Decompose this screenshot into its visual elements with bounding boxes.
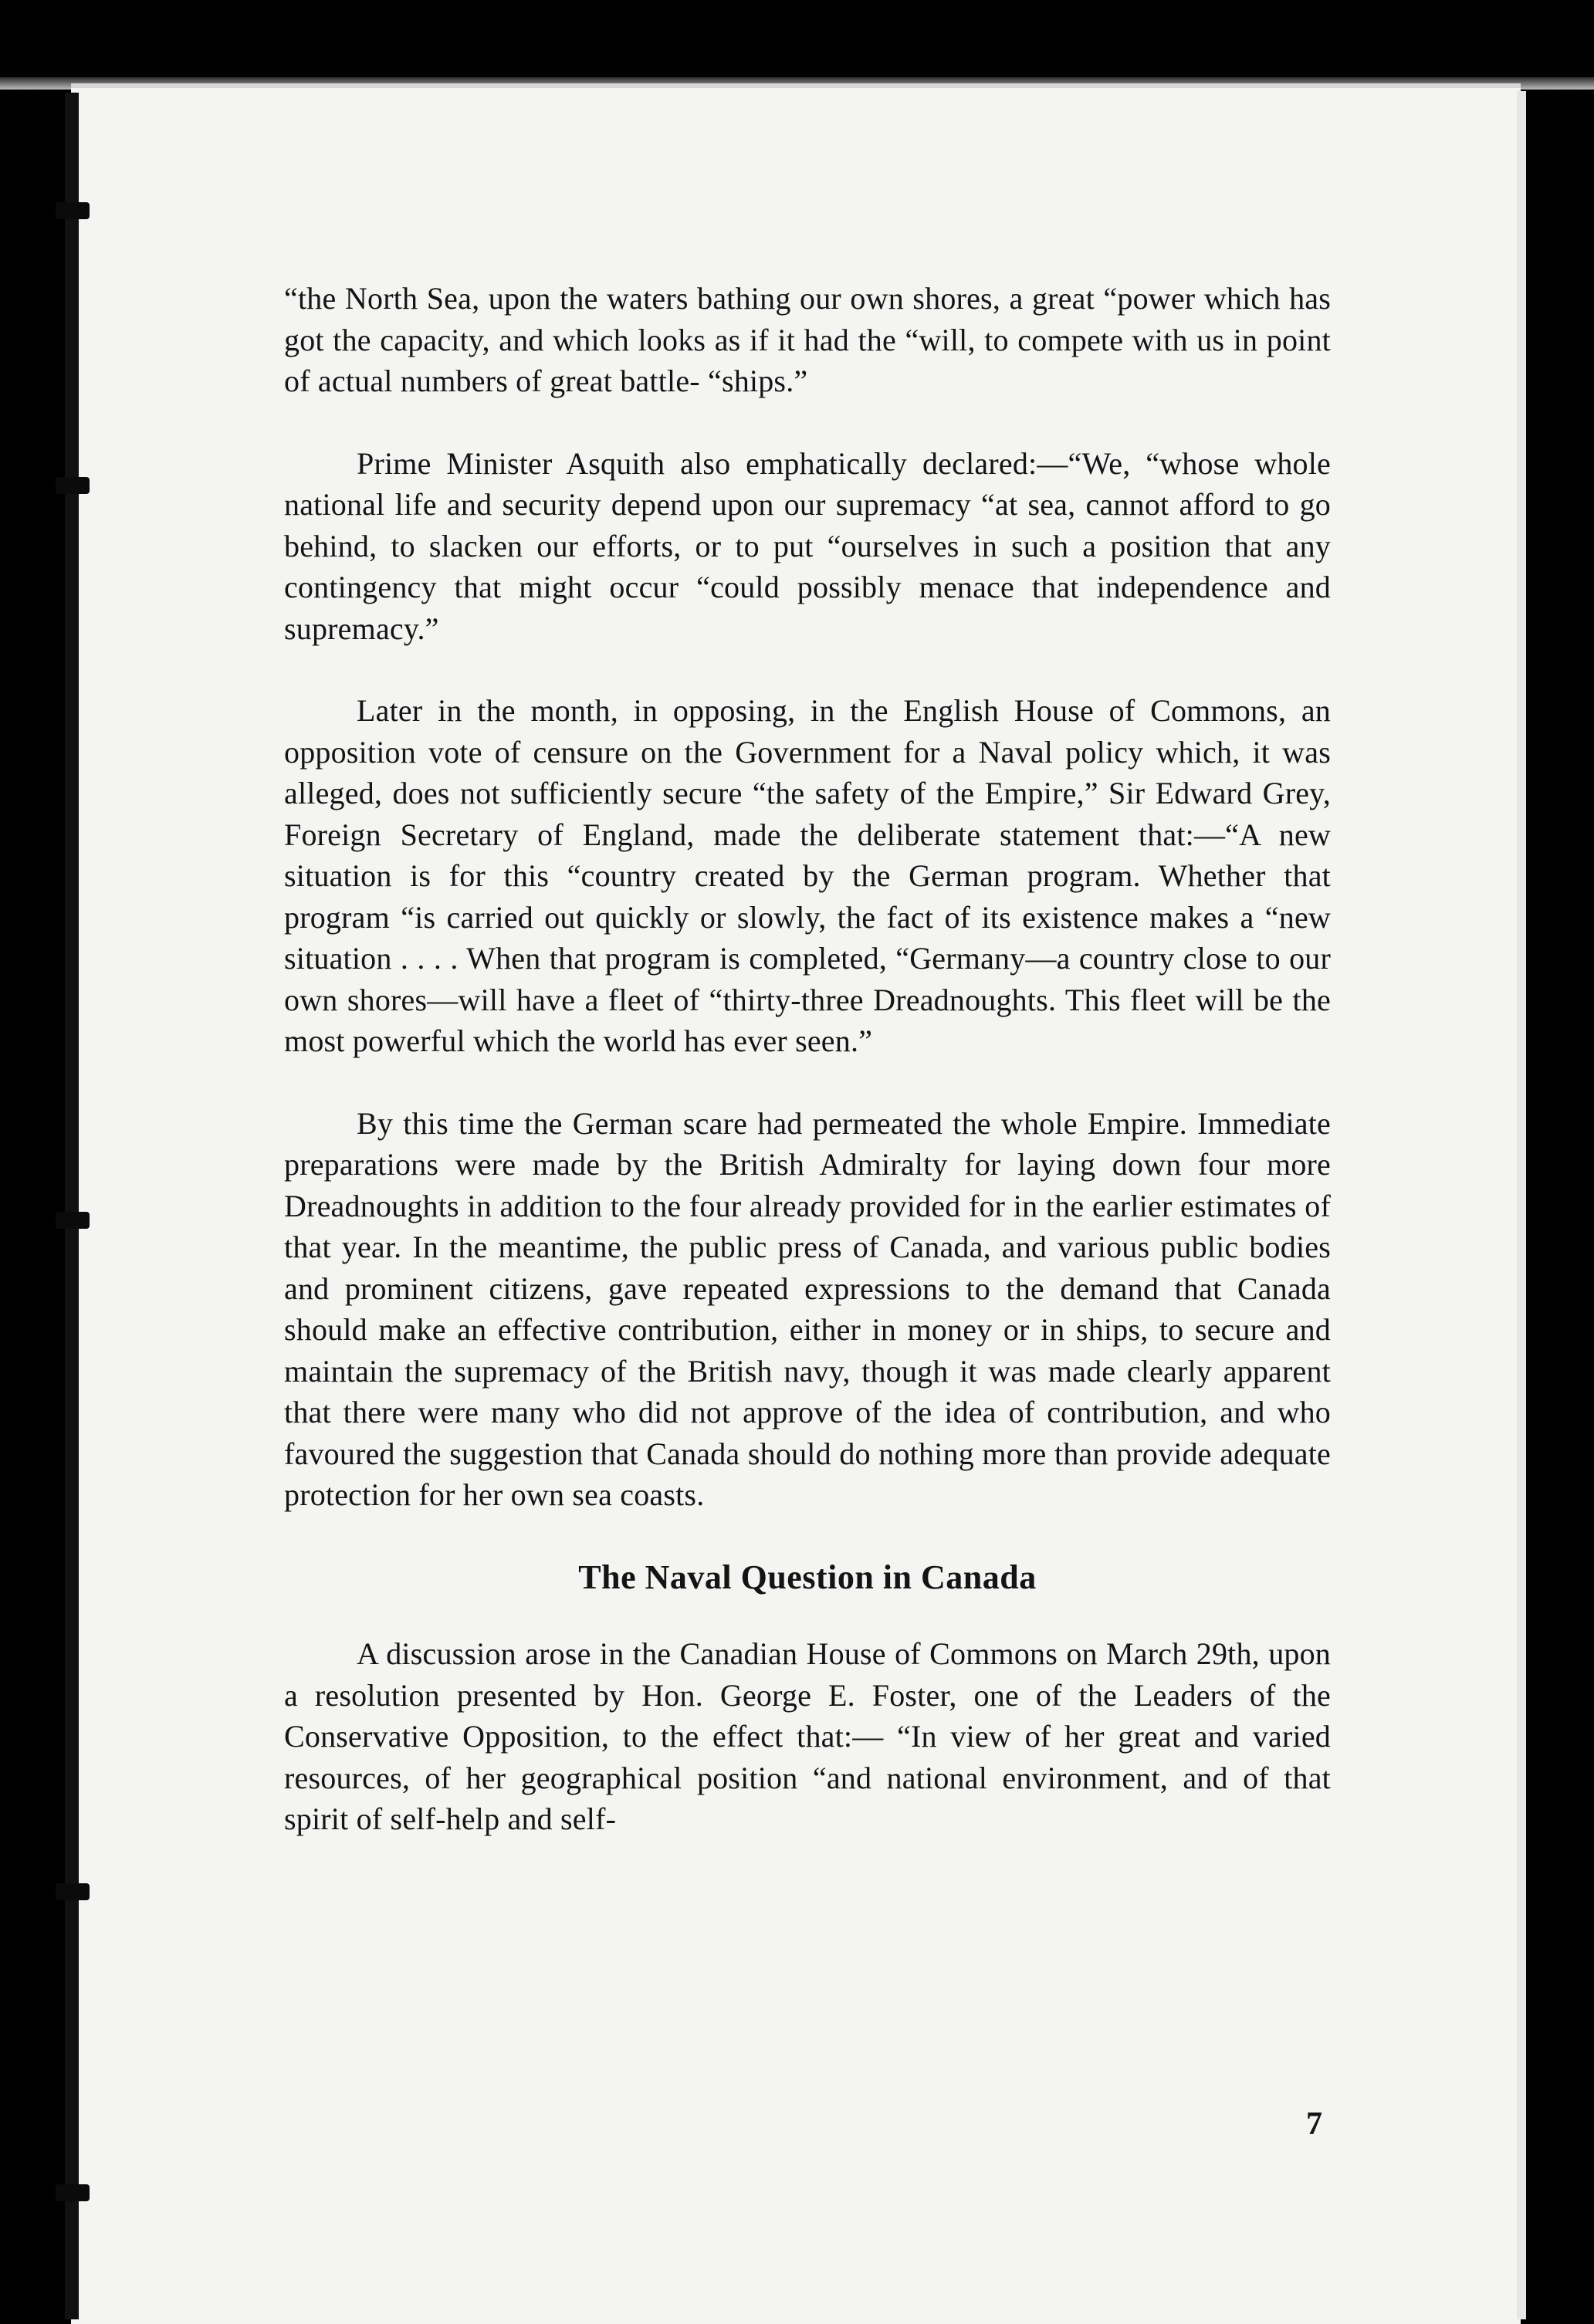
binding-stitch bbox=[56, 1212, 90, 1229]
page-number: 7 bbox=[1306, 2106, 1322, 2142]
binding-stitch bbox=[56, 477, 90, 494]
paragraph-asquith: Prime Minister Asquith also emphatically declared:—“We, “whose whole national life and security depend upon our supremacy “at sea, cannot afford to go behind, to slacken our efforts, or to put “ourselves in such a position that any contingency that might occur “could possibly menace that independence and supremacy.” bbox=[284, 445, 1331, 646]
binding-stitch bbox=[56, 1883, 90, 1900]
paragraph-canadian-discussion: A discussion arose in the Canadian House of Commons on March 29th, upon a resolution presented by Hon. George E. Foster, one of the Leaders of the Conservative Opposition, to the effect that:— “In view of her great and varied resources, of her geographical position “and national environment, and of that spirit of self-help and self- bbox=[284, 1636, 1331, 1836]
page-edge bbox=[1517, 91, 1526, 2319]
paragraph-quote-continuation: “the North Sea, upon the waters bathing our own shores, a great “power which has got the capacity, and which looks as if it had the “will, to compete with us in point of actual numbers of great battle- “ships.” bbox=[284, 281, 1331, 398]
binding-stitch bbox=[56, 2184, 90, 2201]
paragraph-grey: Later in the month, in opposing, in the English House of Commons, an opposition vote of censure on the Government for a Naval policy which, it was alleged, does not sufficiently secure “the safety of the Empire,” Sir Edward Grey, Foreign Secretary of England, made the deliberate statement that:—“A new situation is for this “country created by the German program. Whether that program “is carried out quickly or slowly, the fact of its existence makes a “new situation . . . . When that program is completed, “Germany—a country close to our own shores—will have a fleet of “thirty-three Dreadnoughts. This fleet will be the most powerful which the world has ever seen.” bbox=[284, 693, 1331, 1058]
body-text bbox=[284, 278, 1331, 1881]
binding-stitch bbox=[56, 202, 90, 219]
section-heading: The Naval Question in Canada bbox=[578, 1558, 1037, 1596]
book-binding bbox=[65, 93, 79, 2319]
paragraph-german-scare: By this time the German scare had permeated the whole Empire. Immediate preparations were made by the British Admiralty for laying down four more Dreadnoughts in addition to the four already provided for in the earlier estimates of that year. In the meantime, the public press of Canada, and various public bodies and prominent citizens, gave repeated expressions to the demand that Canada should make an effective contribution, either in money or in ships, to secure and maintain the supremacy of the British navy, though it was made clearly apparent that there were many who did not approve of the idea of contribution, and who favoured the suggestion that Canada should do nothing more than provide adequate protection for her own sea coasts. bbox=[284, 1105, 1331, 1512]
